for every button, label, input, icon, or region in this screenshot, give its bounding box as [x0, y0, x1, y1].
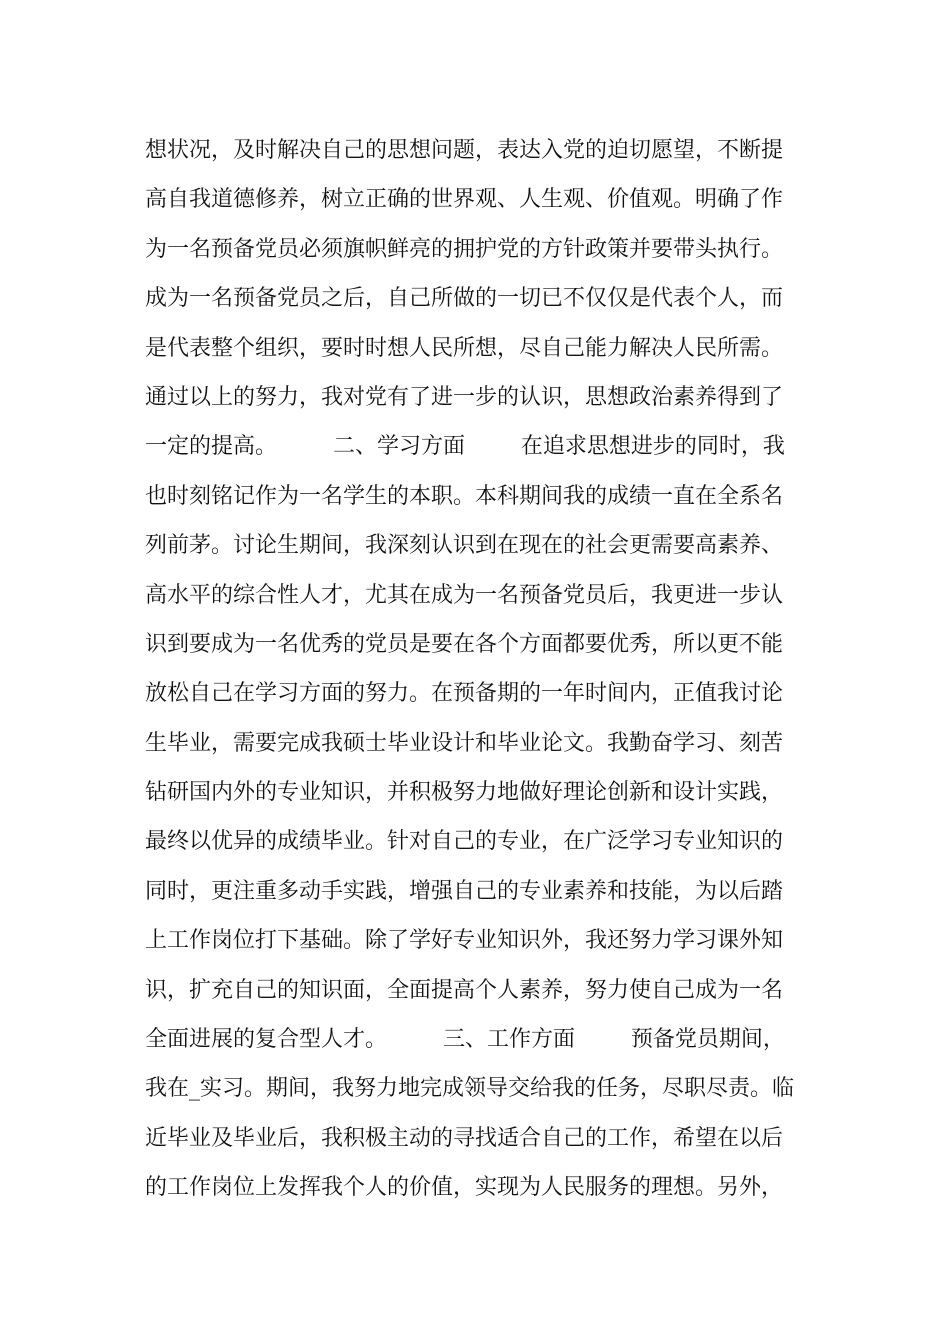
text-line: 的工作岗位上发挥我个人的价值，实现为人民服务的理想。另外，	[145, 1175, 784, 1201]
text-line: 为一名预备党员必须旗帜鲜亮的拥护党的方针政策并要带头执行。	[145, 236, 784, 262]
text-line: 近毕业及毕业后，我积极主动的寻找适合自己的工作，希望在以后	[145, 1125, 784, 1151]
text-line: 钻研国内外的专业知识，并积极努力地做好理论创新和设计实践，	[145, 780, 784, 806]
text-line: 放松自己在学习方面的努力。在预备期的一年时间内，正值我讨论	[145, 681, 784, 707]
text-line: 是代表整个组织，要时时想人民所想，尽自己能力解决人民所需。	[145, 335, 784, 361]
text-line: 列前茅。讨论生期间，我深刻认识到在现在的社会更需要高素养、	[145, 533, 784, 559]
text-line: 生毕业，需要完成我硕士毕业设计和毕业论文。我勤奋学习、刻苦	[145, 730, 784, 756]
text-line: 高自我道德修养，树立正确的世界观、人生观、价值观。明确了作	[145, 187, 784, 213]
body-text	[145, 126, 810, 1213]
text-line: 同时，更注重多动手实践，增强自己的专业素养和技能，为以后踏	[145, 878, 784, 904]
text-line: 最终以优异的成绩毕业。针对自己的专业，在广泛学习专业知识的	[145, 829, 784, 855]
text-line: 通过以上的努力，我对党有了进一步的认识，思想政治素养得到了	[145, 384, 784, 410]
text-line: 我在_实习。期间，我努力地完成领导交给我的任务，尽职尽责。临	[145, 1076, 795, 1102]
text-line: 识，扩充自己的知识面，全面提高个人素养，努力使自己成为一名	[145, 977, 784, 1003]
text-line: 高水平的综合性人才，尤其在成为一名预备党员后，我更进一步认	[145, 582, 784, 608]
text-line: 上工作岗位打下基础。除了学好专业知识外，我还努力学习课外知	[145, 928, 784, 954]
text-line: 一定的提高。 二、学习方面 在追求思想进步的同时，我	[145, 434, 785, 460]
text-line: 也时刻铭记作为一名学生的本职。本科期间我的成绩一直在全系名	[145, 483, 784, 509]
text-line: 想状况，及时解决自己的思想问题，表达入党的迫切愿望，不断提	[145, 138, 784, 163]
text-line: 全面进展的复合型人才。 三、工作方面 预备党员期间，	[145, 1027, 785, 1053]
text-line: 成为一名预备党员之后，自己所做的一切已不仅仅是代表个人，而	[145, 286, 784, 312]
text-line: 识到要成为一名优秀的党员是要在各个方面都要优秀，所以更不能	[145, 631, 784, 657]
